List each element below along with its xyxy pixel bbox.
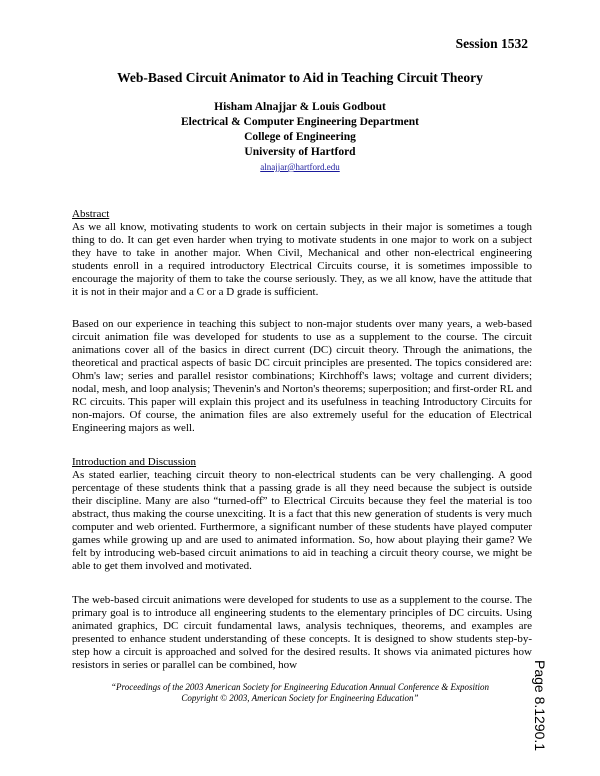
abstract-paragraph-2: Based on our experience in teaching this subject to non-major students over many years, a web-based circuit animation file was developed for students to use as a supplement to the course. The circuit animations cover all of the basics in direct current (DC) circuit theory. Through the animations, the theoretical and practical aspects of basic DC circuit principles are presented. The topics considered are: Ohm's law; series and parallel resistor combinations; Kirchhoff's laws; voltage and current dividers; nodal, mesh, and loop analysis; Thevenin's and Norton's theorems; superposition; and first-order RL and RC circuits. This paper will explain this project and its usefulness in teaching Introductory Circuits for non-majors. Of course, the animation files are also extremely useful for the education of Electrical Engineering majors as well. — [72, 318, 532, 434]
page-number: Page 8.1290.1 — [532, 660, 548, 752]
author-block — [0, 100, 600, 175]
abstract-heading: Abstract — [72, 208, 110, 220]
session-label: Session 1532 — [455, 36, 528, 51]
footer-line-2: Copyright © 2003, American Society for Engineering Education” — [181, 693, 419, 703]
abstract-body: As we all know, motivating students to work on certain subjects in their major is sometimes a tough thing to do. It can get even harder when trying to motivate students in one major to work on a subject they have to take in another major. When Civil, Mechanical and other non-electrical engineering students enroll in a required introductory Electrical Circuits course, it is sometimes impossible to encourage the majority of them to take the course seriously. They, as we all know, have the attitude that it is not in their major and a C or a D grade is sufficient. — [72, 221, 532, 298]
footer-line-1: “Proceedings of the 2003 American Society for Engineering Education Annual Conference & Exposition — [111, 682, 489, 692]
author-department: Electrical & Computer Engineering Department — [180, 116, 420, 128]
introduction-section — [72, 456, 532, 573]
author-email-link[interactable]: alnajjar@hartford.edu — [260, 162, 340, 172]
introduction-heading: Introduction and Discussion — [72, 456, 197, 468]
author-university: University of Hartford — [244, 146, 356, 158]
introduction-paragraph-2: The web-based circuit animations were developed for students to use as a supplement to the course. The primary goal is to introduce all engineering students to the elementary principles of DC circuits. Using animated graphics, DC circuit fundamental laws, analysis techniques, theorems, and examples are presented to enhance student understanding of these concepts. It is designed to show students step-by-step how a circuit is approached and solved for the desired results. It shows via animated pictures how resistors in series or parallel can be combined, how — [72, 594, 532, 671]
author-names: Hisham Alnajjar & Louis Godbout — [214, 101, 386, 113]
author-college: College of Engineering — [244, 131, 356, 143]
proceedings-footer — [40, 682, 560, 704]
introduction-body: As stated earlier, teaching circuit theory to non-electrical students can be very challenging. A good percentage of these students think that a passing grade is all they need because the subject is outside their discipline. Many are also “turned-off” to Electrical Circuits because they feel the material is too abstract, thus making the course unexciting. It is a fact that this new generation of students is very much computer and web oriented. Furthermore, a significant number of these students have played computer games while growing up and are used to animated information. So, how about playing their game? We felt by introducing web-based circuit animations to aid in teaching a circuit theory course, we might be able to get them involved and motivated. — [72, 469, 532, 572]
paper-title: Web-Based Circuit Animator to Aid in Teaching Circuit Theory — [117, 70, 483, 85]
abstract-section — [72, 208, 532, 299]
